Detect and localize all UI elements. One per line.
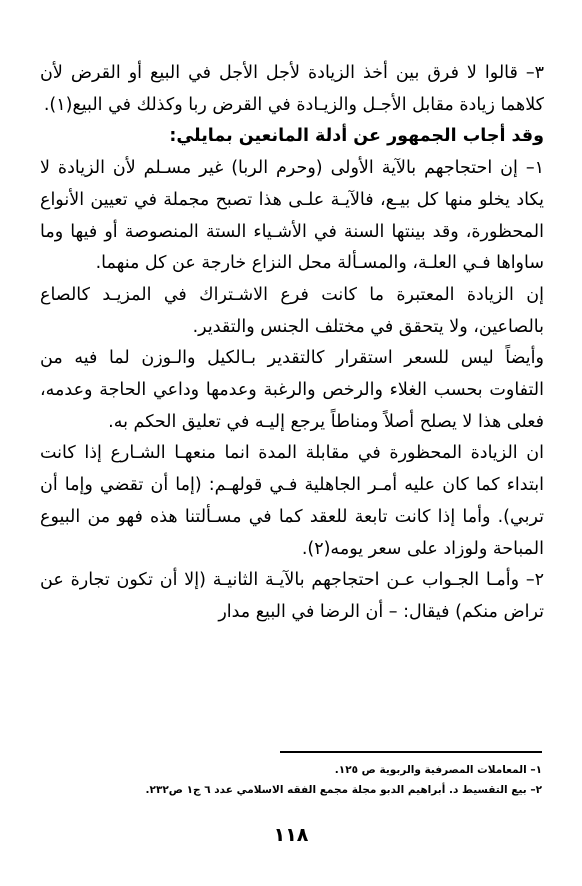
footnote-2: ٢– بيع التقسيط د. أبراهيم الدبو مجلة مجمع الفقه الاسلامي عدد ٦ ج١ ص٢٣٢.: [145, 784, 542, 796]
footnote-1: ١– المعاملات المصرفية والربوية ص ١٢٥.: [334, 764, 542, 776]
paragraph-price-instability: وأيضاً ليس للسعر استقرار كالتقدير بـالكيل والـوزن لما فيه من التفاوت بحسب الغلاء والرخص والرغبة وعدمها وداعي الحاجة وعدمه، فعلى هذا لا يصلح أصلاً ومناطاً يرجع إليـه في تعليق الحكم به.: [40, 348, 544, 432]
paragraph-considered-increase: إن الزيادة المعتبرة ما كانت فرع الاشـتراك في المزيـد كالصاع بالصاعين، ولا يتحقق في مختلف الجنس والتقدير.: [40, 284, 544, 337]
body-text: [40, 58, 544, 629]
paragraph-majority-response-heading: وقد أجاب الجمهور عن أدلة المانعين بمايلي:: [169, 126, 544, 147]
footnotes: [40, 760, 542, 800]
paragraph-prohibited-increase: ان الزيادة المحظورة في مقابلة المدة انما منعهـا الشـارع إذا كانت ابتداء كما كان عليه أمـر الجاهلية فـي قولهـم: (إما أن تقضي وإما أن تربي). وأما إذا كانت تابعة للعقد كما في مسـألتنا هذه فهو من البيوع المباحة ولوزاد على سعر يومه(٢).: [40, 443, 544, 559]
paragraph-second-answer: ٢– وأمـا الجـواب عـن احتجاجهم بالآيـة الثانيـة (إلا أن تكون تجارة عن تراض منكم) فيقال: – أن الرضا في البيع مدار: [40, 570, 544, 622]
footnote-divider: [280, 751, 542, 753]
paragraph-first-answer: ١– إن احتجاجهم بالآية الأولى (وحرم الربا) غير مسـلم لأن الزيادة لا يكاد يخلو منها كل بيـع، فالآيـة علـى هذا تصبح مجملة في تعيين الأنواع المحظورة، وقد بينتها السنة في الأشـياء الستة المنصوصة أو فيها وما ساواها فـي العلـة، والمسـألة محل النزاع خارجة عن كل منهما.: [40, 158, 544, 274]
page-number: ١١٨: [273, 824, 309, 846]
paragraph-third-argument: ٣– قالوا لا فرق بين أخذ الزيادة لأجل الأجل في البيع أو القرض لأن كلاهما زيادة مقابل الأجـل والزيـادة في القرض ربا وكذلك في البيع(١).: [40, 63, 544, 115]
